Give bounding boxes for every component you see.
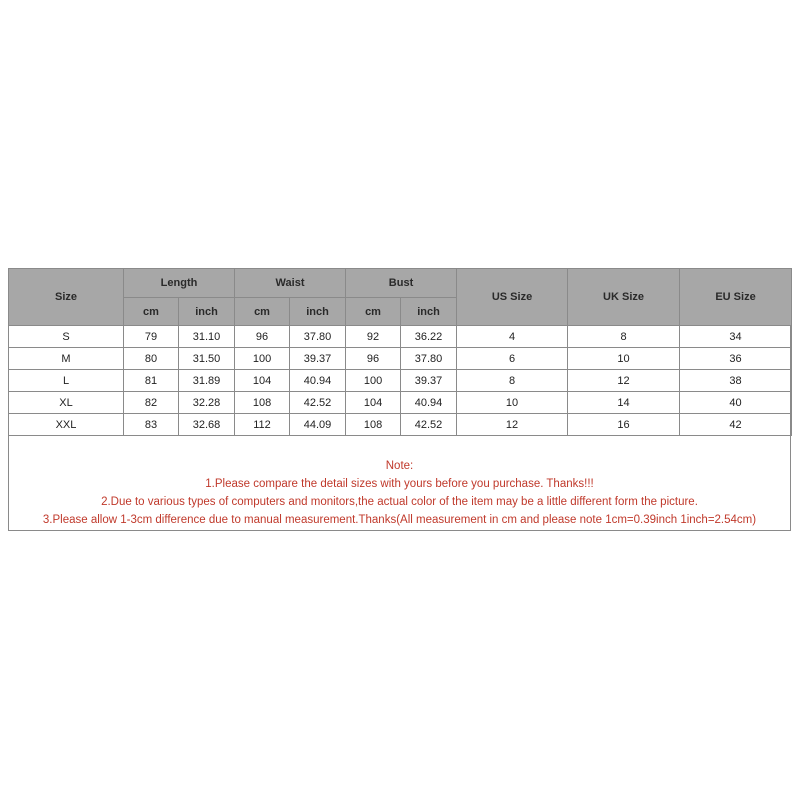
cell-bust-cm: 96: [346, 348, 401, 370]
cell-bust-inch: 36.22: [401, 326, 457, 348]
header-row-1: [9, 269, 792, 298]
cell-length-cm: 82: [124, 392, 179, 414]
cell-uk: 14: [568, 392, 680, 414]
cell-length-inch: 32.28: [179, 392, 235, 414]
cell-eu: 34: [680, 326, 792, 348]
header-waist: Waist: [235, 269, 346, 298]
header-size: Size: [9, 269, 124, 326]
table-row: [9, 348, 792, 370]
header-eu-size: EU Size: [680, 269, 792, 326]
cell-waist-inch: 44.09: [290, 414, 346, 436]
cell-uk: 10: [568, 348, 680, 370]
cell-length-cm: 81: [124, 370, 179, 392]
header-bust-cm: cm: [346, 298, 401, 326]
header-bust: Bust: [346, 269, 457, 298]
cell-length-cm: 83: [124, 414, 179, 436]
cell-bust-inch: 39.37: [401, 370, 457, 392]
table-row: [9, 414, 792, 436]
cell-us: 10: [457, 392, 568, 414]
cell-uk: 12: [568, 370, 680, 392]
cell-us: 8: [457, 370, 568, 392]
cell-eu: 42: [680, 414, 792, 436]
cell-length-inch: 32.68: [179, 414, 235, 436]
cell-waist-cm: 104: [235, 370, 290, 392]
cell-length-cm: 79: [124, 326, 179, 348]
size-table: [8, 268, 792, 436]
note-line-1: 1.Please compare the detail sizes with yours before you purchase. Thanks!!!: [205, 478, 594, 490]
note-line-3: 3.Please allow 1-3cm difference due to manual measurement.Thanks(All measurement in cm and please note 1cm=0.39inch 1inch=2.54cm): [42, 514, 757, 526]
cell-length-inch: 31.10: [179, 326, 235, 348]
cell-eu: 36: [680, 348, 792, 370]
table-row: [9, 392, 792, 414]
cell-waist-inch: 39.37: [290, 348, 346, 370]
cell-us: 12: [457, 414, 568, 436]
cell-bust-cm: 100: [346, 370, 401, 392]
cell-size: XXL: [9, 414, 124, 436]
cell-size: S: [9, 326, 124, 348]
cell-us: 6: [457, 348, 568, 370]
cell-length-inch: 31.50: [179, 348, 235, 370]
note-title: Note:: [385, 460, 414, 472]
cell-waist-cm: 112: [235, 414, 290, 436]
cell-waist-cm: 100: [235, 348, 290, 370]
cell-waist-cm: 108: [235, 392, 290, 414]
table-row: [9, 326, 792, 348]
header-us-size: US Size: [457, 269, 568, 326]
cell-bust-cm: 104: [346, 392, 401, 414]
cell-size: M: [9, 348, 124, 370]
cell-length-inch: 31.89: [179, 370, 235, 392]
cell-eu: 38: [680, 370, 792, 392]
header-waist-inch: inch: [290, 298, 346, 326]
cell-bust-inch: 42.52: [401, 414, 457, 436]
cell-bust-inch: 40.94: [401, 392, 457, 414]
header-bust-inch: inch: [401, 298, 457, 326]
note-line-2: 2.Due to various types of computers and monitors,the actual color of the item may be a little different form the picture.: [101, 496, 698, 508]
size-chart: [8, 268, 791, 531]
cell-uk: 16: [568, 414, 680, 436]
header-length: Length: [124, 269, 235, 298]
cell-waist-inch: 40.94: [290, 370, 346, 392]
header-length-cm: cm: [124, 298, 179, 326]
cell-us: 4: [457, 326, 568, 348]
table-row: [9, 370, 792, 392]
cell-uk: 8: [568, 326, 680, 348]
cell-length-cm: 80: [124, 348, 179, 370]
cell-bust-cm: 108: [346, 414, 401, 436]
cell-waist-inch: 42.52: [290, 392, 346, 414]
header-waist-cm: cm: [235, 298, 290, 326]
cell-waist-cm: 96: [235, 326, 290, 348]
cell-eu: 40: [680, 392, 792, 414]
cell-bust-inch: 37.80: [401, 348, 457, 370]
cell-waist-inch: 37.80: [290, 326, 346, 348]
notes: [9, 439, 790, 529]
header-length-inch: inch: [179, 298, 235, 326]
header-uk-size: UK Size: [568, 269, 680, 326]
cell-size: L: [9, 370, 124, 392]
cell-size: XL: [9, 392, 124, 414]
cell-bust-cm: 92: [346, 326, 401, 348]
